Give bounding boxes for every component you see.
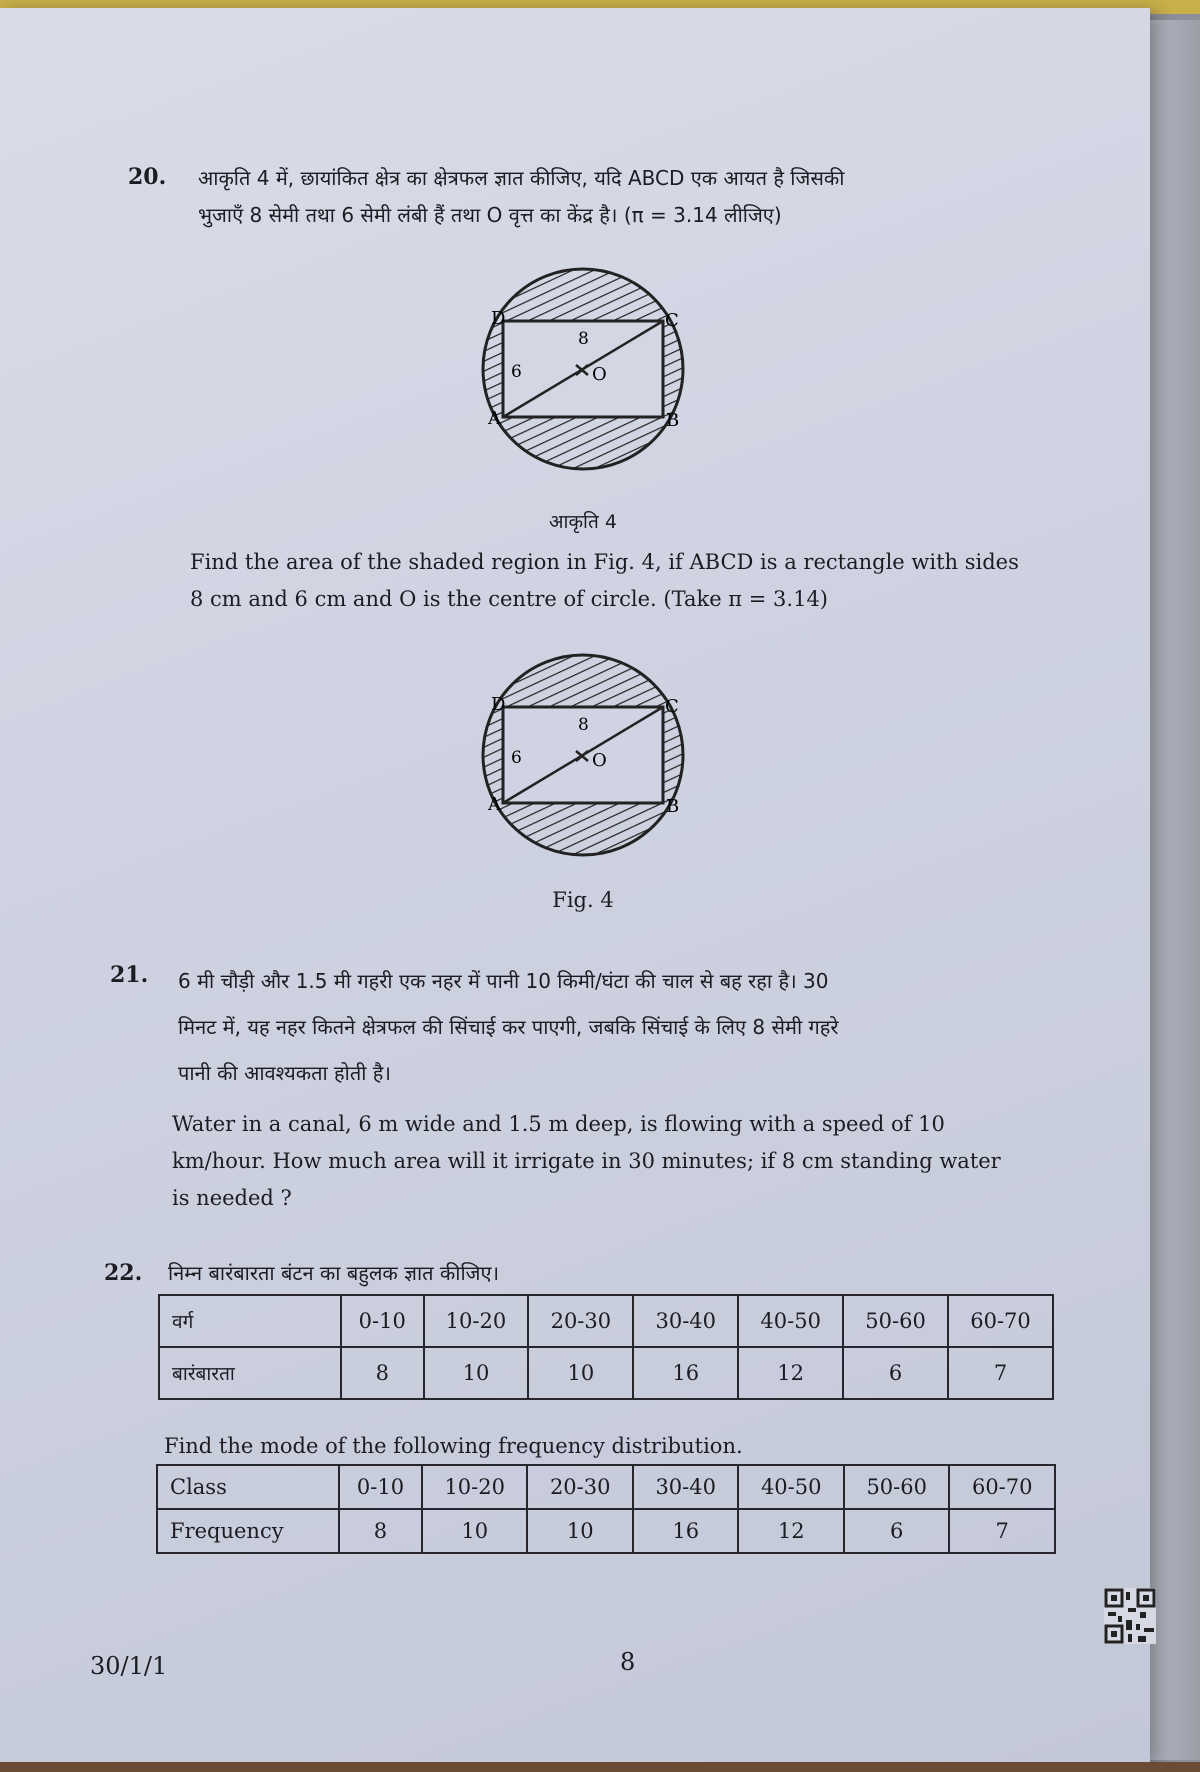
- label-a: A: [488, 408, 501, 429]
- table-cell: 30-40: [633, 1295, 738, 1347]
- label-side-8: 8: [578, 715, 589, 735]
- label-b: B: [666, 410, 680, 431]
- q22-number: 22.: [104, 1260, 143, 1286]
- label-centre-o: O: [592, 364, 607, 385]
- label-c: C: [665, 310, 679, 331]
- table-cell: 6: [843, 1347, 948, 1399]
- table-cell: 60-70: [948, 1295, 1053, 1347]
- label-side-6: 6: [511, 748, 522, 768]
- label-c: C: [665, 696, 679, 717]
- q21-english-line1: Water in a canal, 6 m wide and 1.5 m deep, is flowing with a speed of 10: [172, 1112, 945, 1136]
- table-cell: 10-20: [424, 1295, 529, 1347]
- table-row: [157, 1509, 1055, 1553]
- table-cell: 16: [633, 1347, 738, 1399]
- table-header-class: Class: [157, 1465, 339, 1509]
- q21-english-line2: km/hour. How much area will it irrigate in 30 minutes; if 8 cm standing water: [172, 1149, 1001, 1173]
- q22-english-text: Find the mode of the following frequency distribution.: [164, 1434, 743, 1458]
- table-cell: 12: [738, 1509, 844, 1553]
- q21-number: 21.: [110, 962, 149, 988]
- q21-hindi-line2: मिनट में, यह नहर कितने क्षेत्रफल की सिंचाई कर पाएगी, जबकि सिंचाई के लिए 8 सेमी गहरे: [178, 1015, 839, 1039]
- table-header-frequency: Frequency: [157, 1509, 339, 1553]
- table-cell: 10: [528, 1347, 633, 1399]
- q21-english-text: [172, 1106, 1072, 1217]
- table-row: [159, 1295, 1053, 1347]
- label-a: A: [488, 794, 501, 815]
- table-header-class: वर्ग: [159, 1295, 341, 1347]
- q20-english-caption: Fig. 4: [552, 888, 614, 912]
- q22-hindi-text: निम्न बारंबारता बंटन का बहुलक ज्ञात कीजिए।: [168, 1261, 500, 1285]
- table-cell: 50-60: [844, 1465, 950, 1509]
- q21-hindi-line3: पानी की आवश्यकता होती है।: [178, 1061, 391, 1085]
- table-cell: 0-10: [341, 1295, 424, 1347]
- q20-hindi-line2: भुजाएँ 8 सेमी तथा 6 सेमी लंबी हैं तथा O वृत्त का केंद्र है। (π = 3.14 लीजिए): [198, 203, 782, 227]
- paper-code: 30/1/1: [90, 1652, 168, 1680]
- table-cell: 10-20: [422, 1465, 528, 1509]
- label-d: D: [491, 308, 506, 329]
- q20-figure-hindi: [478, 264, 688, 474]
- q20-hindi-caption: आकृति 4: [549, 511, 617, 533]
- label-side-8: 8: [578, 329, 589, 349]
- table-cell: 40-50: [738, 1465, 844, 1509]
- table-cell: 50-60: [843, 1295, 948, 1347]
- table-cell: 20-30: [527, 1465, 633, 1509]
- label-centre-o: O: [592, 750, 607, 771]
- table-cell: 7: [948, 1347, 1053, 1399]
- label-b: B: [666, 796, 680, 817]
- table-cell: 20-30: [528, 1295, 633, 1347]
- table-cell: 60-70: [949, 1465, 1055, 1509]
- label-side-6: 6: [511, 362, 522, 382]
- table-row: [157, 1465, 1055, 1509]
- table-cell: 8: [341, 1347, 424, 1399]
- q20-english-line2: 8 cm and 6 cm and O is the centre of circle. (Take π = 3.14): [190, 587, 828, 611]
- table-cell: 6: [844, 1509, 950, 1553]
- table-cell: 10: [422, 1509, 528, 1553]
- table-cell: 8: [339, 1509, 422, 1553]
- q20-number: 20.: [128, 164, 167, 190]
- q20-english-line1: Find the area of the shaded region in Fig. 4, if ABCD is a rectangle with sides: [190, 550, 1019, 574]
- q20-english-text: [190, 544, 1070, 618]
- q20-hindi-text: [198, 160, 1058, 234]
- q20-figure-english: [478, 650, 688, 860]
- table-cell: 12: [738, 1347, 843, 1399]
- table-cell: 7: [949, 1509, 1055, 1553]
- table-cell: 30-40: [633, 1465, 739, 1509]
- q21-hindi-text: [178, 958, 1078, 1096]
- table-cell: 10: [424, 1347, 529, 1399]
- q22-english-table: [156, 1464, 1056, 1554]
- page-number: 8: [620, 1648, 636, 1676]
- label-d: D: [491, 694, 506, 715]
- q21-english-line3: is needed ?: [172, 1186, 292, 1210]
- q21-hindi-line1: 6 मी चौड़ी और 1.5 मी गहरी एक नहर में पानी 10 किमी/घंटा की चाल से बह रहा है। 30: [178, 969, 829, 993]
- q20-hindi-line1: आकृति 4 में, छायांकित क्षेत्र का क्षेत्रफल ज्ञात कीजिए, यदि ABCD एक आयत है जिसकी: [198, 166, 845, 190]
- qr-code-icon: [1104, 1588, 1156, 1644]
- next-page-edge: [1150, 20, 1200, 1760]
- table-cell: 10: [527, 1509, 633, 1553]
- exam-page: [0, 8, 1150, 1763]
- table-cell: 16: [633, 1509, 739, 1553]
- table-header-frequency: बारंबारता: [159, 1347, 341, 1399]
- q22-hindi-table: [158, 1294, 1054, 1400]
- table-cell: 0-10: [339, 1465, 422, 1509]
- table-row: [159, 1347, 1053, 1399]
- table-cell: 40-50: [738, 1295, 843, 1347]
- background-strip-bottom: [0, 1762, 1200, 1772]
